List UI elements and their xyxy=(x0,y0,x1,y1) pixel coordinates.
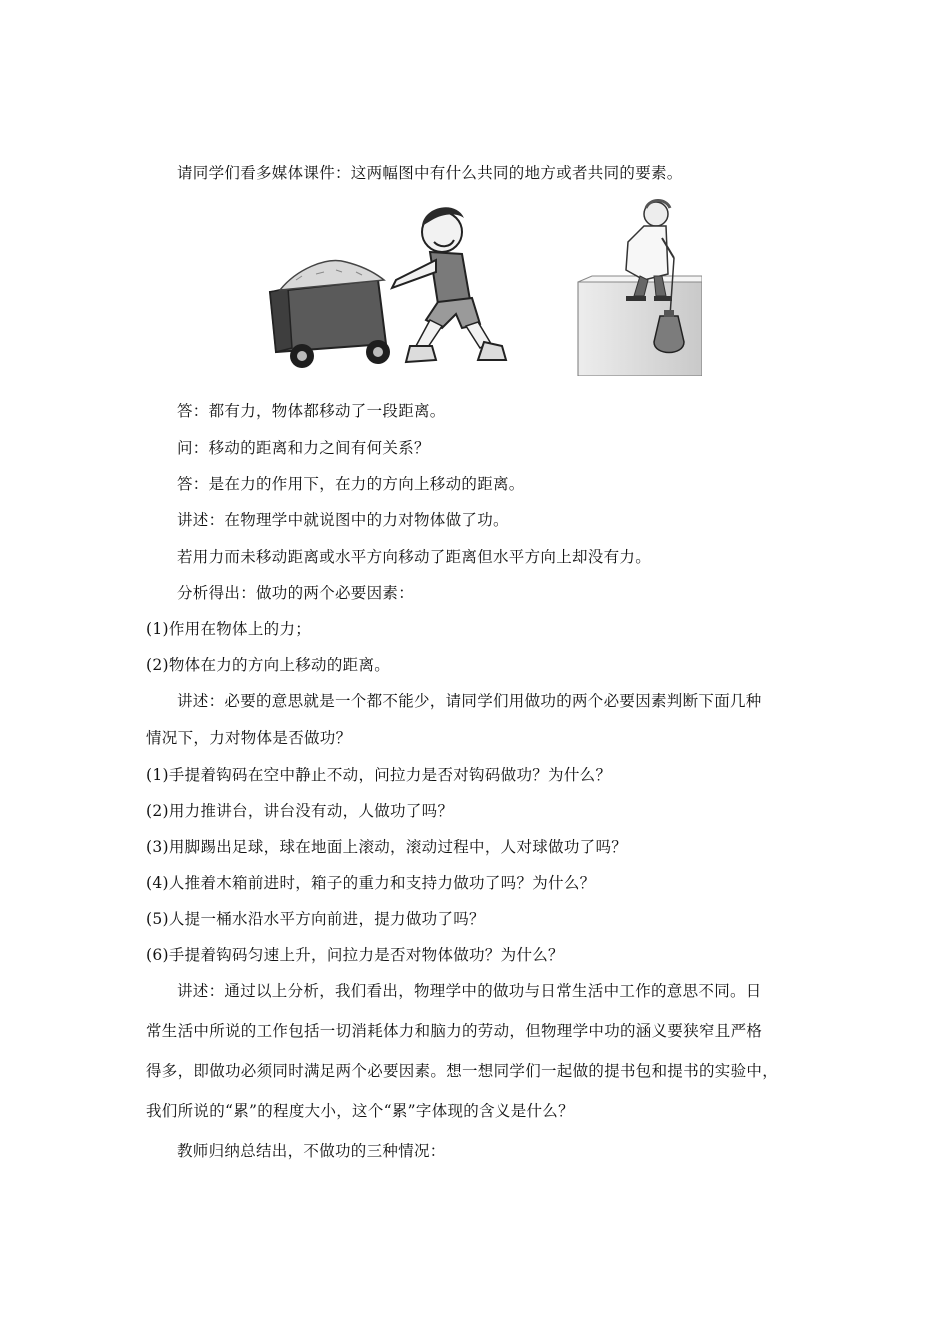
analysis-heading: 分析得出：做功的两个必要因素： xyxy=(177,584,415,602)
answer-2: 答：是在力的作用下，在力的方向上移动的距离。 xyxy=(177,475,525,493)
explain2-line2: 常生活中所说的工作包括一切消耗体力和脑力的劳动，但物理学中功的涵义要狭窄且严格 xyxy=(146,1022,763,1040)
factor-1: (1)作用在物体上的力； xyxy=(146,620,312,638)
intro-paragraph: 请同学们看多媒体课件：这两幅图中有什么共同的地方或者共同的要素。 xyxy=(177,164,683,182)
question-item-3: (3)用脚踢出足球，球在地面上滚动，滚动过程中，人对球做功了吗？ xyxy=(146,838,628,856)
explain2-line4: 我们所说的“累”的程度大小，这个“累”字体现的含义是什么？ xyxy=(146,1102,574,1120)
explain2-line1: 讲述：通过以上分析，我们看出，物理学中的做功与日常生活中工作的意思不同。日 xyxy=(177,982,762,1000)
summary-heading: 教师归纳总结出，不做功的三种情况： xyxy=(177,1142,446,1160)
question-item-1: (1)手提着钩码在空中静止不动，问拉力是否对钩码做功？为什么？ xyxy=(146,766,612,784)
question-item-2: (2)用力推讲台，讲台没有动，人做功了吗？ xyxy=(146,802,454,820)
answer-1: 答：都有力，物体都移动了一段距离。 xyxy=(177,402,446,420)
question-1: 问：移动的距离和力之间有何关系？ xyxy=(177,439,430,457)
man-lifting-bag-illustration xyxy=(574,196,702,376)
question-item-6: (6)手提着钩码匀速上升，问拉力是否对物体做功？为什么？ xyxy=(146,946,564,964)
explain2-line3: 得多，即做功必须同时满足两个必要因素。想一想同学们一起做的提书包和提书的实验中， xyxy=(146,1062,779,1080)
explain1-line2: 情况下，力对物体是否做功？ xyxy=(146,729,352,747)
factor-2: (2)物体在力的方向上移动的距离。 xyxy=(146,656,391,674)
condition-statement: 若用力而未移动距离或水平方向移动了距离但水平方向上却没有力。 xyxy=(177,548,652,566)
question-item-5: (5)人提一桶水沿水平方向前进，提力做功了吗？ xyxy=(146,910,485,928)
explain1-line1: 讲述：必要的意思就是一个都不能少，请同学们用做功的两个必要因素判断下面几种 xyxy=(177,692,762,710)
boy-pushing-cart-illustration xyxy=(266,196,536,376)
explain-statement: 讲述：在物理学中就说图中的力对物体做了功。 xyxy=(177,511,509,529)
question-item-4: (4)人推着木箱前进时，箱子的重力和支持力做功了吗？为什么？ xyxy=(146,874,596,892)
figures-row xyxy=(266,196,706,378)
